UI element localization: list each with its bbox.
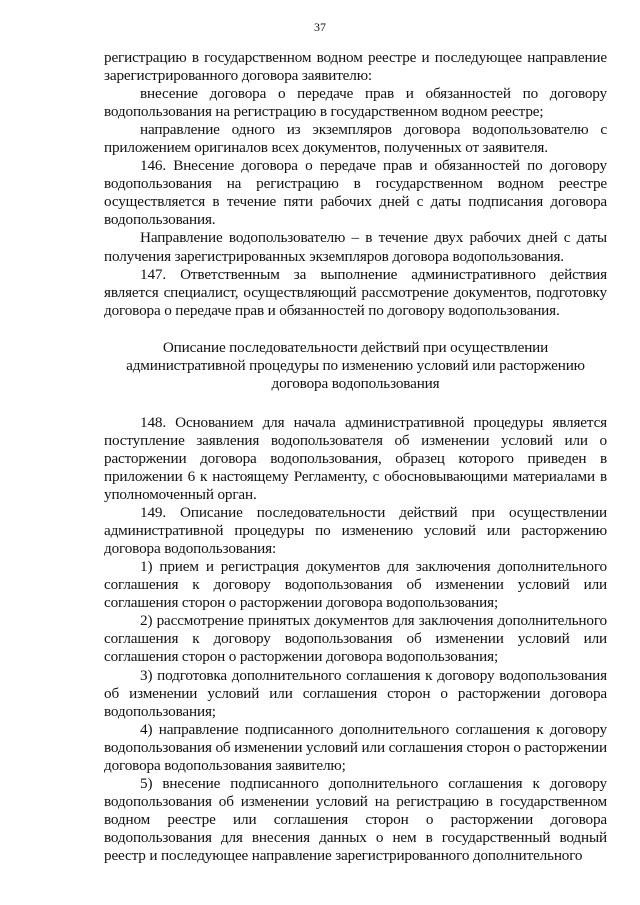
list-item-1: 1) прием и регистрация документов для заключения дополнительного соглашения к договору водопользования об изменении условий или соглашения сторон о расторжении договора водопользования; <box>104 558 607 612</box>
list-item-2: 2) рассмотрение принятых документов для заключения дополнительного соглашения к договору водопользования об изменении условий или соглашения сторон о расторжении договора водопользования; <box>104 612 607 666</box>
paragraph: Направление водопользователю – в течение двух рабочих дней с даты получения зарегистрированных экземпляров договора водопользования. <box>104 229 607 265</box>
section-heading-line: административной процедуры по изменению условий или расторжению <box>126 356 585 374</box>
paragraph-148: 148. Основанием для начала административной процедуры является поступление заявления водопользователя об изменении условий или о расторжении договора водопользования, образец которого приведен в приложении 6 к настоящему Регламенту, с обосновывающими материалами в уполномоченный орган. <box>104 413 607 504</box>
paragraph: направление одного из экземпляров договора водопользователю с приложением оригиналов всех документов, полученных от заявителя. <box>104 121 607 157</box>
section-heading-line: Описание последовательности действий при осуществлении <box>162 338 549 356</box>
section-heading-line: договора водопользования <box>271 374 440 392</box>
paragraph: внесение договора о передаче прав и обязанностей по договору водопользования на регистрацию в государственном водном реестре; <box>104 85 607 121</box>
list-item-4: 4) направление подписанного дополнительного соглашения к договору водопользования об изменении условий или соглашения сторон о расторжении договора водопользования заявителю; <box>104 720 607 774</box>
list-item-3: 3) подготовка дополнительного соглашения к договору водопользования об изменении условий или соглашения сторон о расторжении договора водопользования; <box>104 666 607 720</box>
list-item-5: 5) внесение подписанного дополнительного соглашения к договору водопользования об изменении условий на регистрацию в государственном водном реестре или соглашения сторон о расторжении договора водопользования для внесения данных о нем в государственный водный реестр и последующее направление зарегистрированного дополнительного <box>104 774 607 864</box>
document-body <box>104 49 607 865</box>
paragraph-146: 146. Внесение договора о передаче прав и обязанностей по договору водопользования на регистрацию в государственном водном реестре осуществляется в течение пяти рабочих дней с даты подписания договора водопользования. <box>104 157 607 229</box>
page-number: 37 <box>314 20 326 34</box>
section-heading <box>104 339 607 393</box>
paragraph: регистрацию в государственном водном реестре и последующее направление зарегистрированного договора заявителю: <box>104 49 607 85</box>
paragraph-147: 147. Ответственным за выполнение административного действия является специалист, осуществляющий рассмотрение документов, подготовку договора о передаче прав и обязанностей по договору водопользования. <box>104 265 607 319</box>
paragraph-149: 149. Описание последовательности действий при осуществлении административной процедуры по изменению условий или расторжению договора водопользования: <box>104 504 607 558</box>
